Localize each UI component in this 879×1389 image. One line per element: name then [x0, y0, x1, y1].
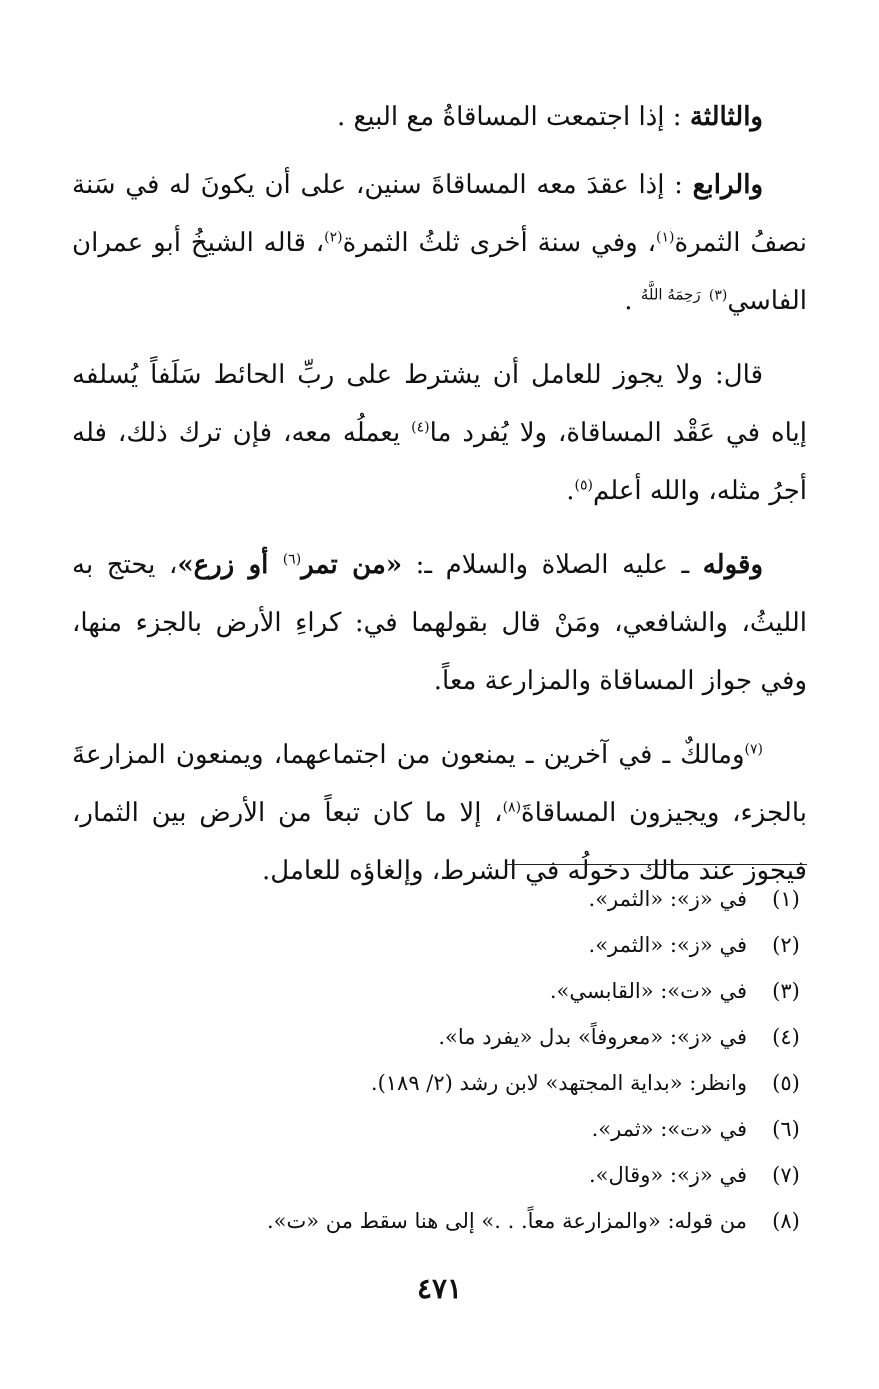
lead-word: والثالثة — [689, 102, 763, 132]
lead-word: والرابع — [692, 170, 764, 200]
footnote-item — [72, 1106, 807, 1152]
footnote-number: (٥) — [772, 1071, 800, 1095]
lead-word: وقوله — [702, 550, 763, 580]
footnote-number: (٨) — [772, 1209, 800, 1233]
paragraph-text: ، إلا ما كان تبعاً من الأرض بين الثمار، فيجوز عند مالك دخولُه في الشرط، وإلغاؤه للعامل. — [72, 798, 807, 886]
footnote-item — [72, 876, 807, 922]
footnote-ref-2[interactable]: (٢) — [324, 229, 343, 246]
paragraph-text: : إذا اجتمعت المساقاةُ مع البيع . — [336, 102, 682, 132]
page-body — [72, 88, 807, 916]
paragraph-text: قال: ولا يجوز للعامل أن يشترط على ربِّ الحائط سَلَفاً يُسلفه إياه في عَقْد المساقاة، ولا يُفرد ما — [72, 360, 807, 448]
footnote-text: من قوله: «والمزارعة معاً. . .» إلى هنا سقط من «ت». — [266, 1209, 747, 1233]
footnote-item — [72, 1060, 807, 1106]
footnote-text: في «ز»: «الثمر». — [588, 887, 747, 911]
footnote-text: في «ز»: «الثمر». — [588, 933, 747, 957]
paragraph-text: . — [624, 286, 641, 316]
paragraph-text: ، يحتج به الليثُ، والشافعي، ومَنْ قال بقولهما في: كراءِ الأرض بالجزء منها، وفي جواز المساقاة والمزارعة معاً. — [72, 550, 807, 696]
footnote-number: (٧) — [772, 1163, 800, 1187]
hadith-quote: أو زرع» — [177, 550, 283, 580]
footnote-number: (٤) — [772, 1025, 800, 1049]
footnote-ref-4[interactable]: (٤) — [411, 419, 430, 436]
footnote-ref-8[interactable]: (٨) — [502, 799, 522, 816]
footnote-number: (١) — [772, 887, 800, 911]
paragraph-text: يعملُه معه، فإن ترك ذلك، فله أجرُ مثله، والله أعلم — [72, 418, 807, 506]
paragraph-text: : إذا عقدَ معه المساقاةَ سنين، على أن يكونَ له في سَنة نصفُ الثمرة — [72, 170, 808, 258]
footnote-divider — [507, 864, 807, 865]
hadith-quote: «من تمر — [301, 550, 403, 580]
paragraph-hadith — [72, 536, 807, 710]
footnote-ref-6[interactable]: (٦) — [282, 551, 302, 568]
paragraph-text: ، قاله الشيخُ أبو عمران الفاسي — [72, 228, 807, 316]
paragraph-text: ، وفي سنة أخرى ثلثُ الثمرة — [342, 228, 656, 258]
footnote-number: (٢) — [772, 933, 800, 957]
paragraph-text: ومالكٌ ـ في آخرين ـ يمنعون من اجتماعهما، ويمنعون المزارعةَ بالجزء، ويجيزون المساقاةَ — [72, 740, 807, 828]
paragraph-malik — [72, 726, 807, 900]
footnote-text: في «ز»: «معروفاً» بدل «يفرد ما». — [438, 1025, 747, 1049]
footnote-text: في «ت»: «ثمر». — [591, 1117, 747, 1141]
honorific-glyph: رَحِمَهُ اللَّهُ — [640, 285, 701, 304]
footnote-item — [72, 922, 807, 968]
footnote-ref-5[interactable]: (٥) — [574, 477, 593, 494]
footnote-ref-1[interactable]: (١) — [655, 229, 675, 246]
footnote-text: في «ت»: «القابسي». — [549, 979, 747, 1003]
paragraph-text: ـ عليه الصلاة والسلام ـ: — [402, 550, 703, 580]
footnote-text: في «ز»: «وقال». — [588, 1163, 747, 1187]
paragraph-worker-condition — [72, 346, 807, 520]
page-number: ٤٧١ — [416, 1272, 463, 1305]
footnote-ref-3[interactable]: (٣) — [708, 287, 728, 304]
footnote-ref-7[interactable]: (٧) — [744, 741, 763, 758]
footnote-item — [72, 1198, 807, 1244]
footnote-number: (٣) — [772, 979, 800, 1003]
footnotes-list — [72, 876, 807, 1244]
footnote-text: وانظر: «بداية المجتهد» لابن رشد (٢/ ١٨٩). — [370, 1071, 747, 1095]
footnote-number: (٦) — [772, 1117, 800, 1141]
footnote-item — [72, 1152, 807, 1198]
footnote-item — [72, 968, 807, 1014]
paragraph-third-case — [72, 88, 807, 146]
footnote-item — [72, 1014, 807, 1060]
paragraph-fourth-case — [72, 156, 807, 330]
paragraph-text: . — [566, 476, 575, 506]
